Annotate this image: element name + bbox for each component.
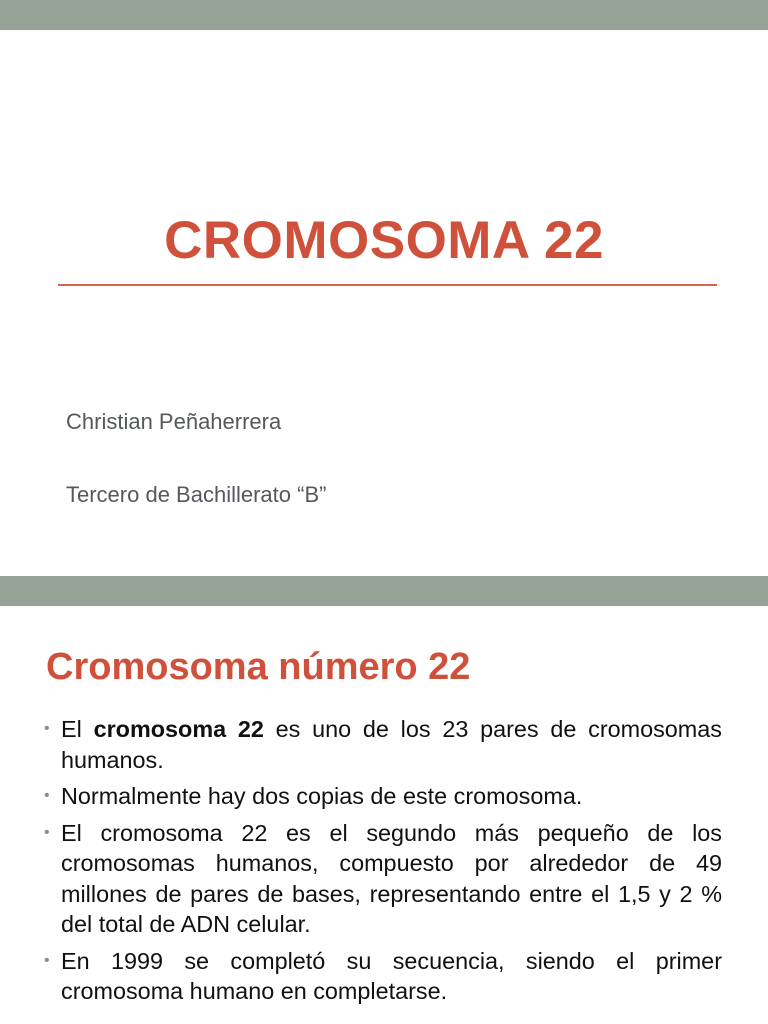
content-slide-title: Cromosoma número 22 [46,646,471,688]
bullet-icon: • [44,823,50,841]
bullet-icon: • [44,787,50,804]
bullet-text: En 1999 se completó su secuencia, siendo el primer cromosoma humano en completarse. [61,947,722,1004]
bullet-text: es uno de los 23 pares de cromosomas humanos. [61,716,722,773]
bullet-list [44,714,722,1013]
bullet-item [44,946,722,1007]
title-underline [58,284,717,286]
course-label: Tercero de Bachillerato “B” [66,482,327,507]
title-slide [0,30,768,576]
bullet-item [44,818,722,940]
bullet-icon: • [44,951,50,969]
content-slide [0,606,768,1024]
slide-divider-band [0,576,768,606]
bullet-text: El [61,716,94,742]
author-name: Christian Peñaherrera [66,409,282,434]
top-band [0,0,768,30]
bullet-text: El cromosoma 22 es el segundo más pequeño de los cromosomas humanos, compuesto por alrededor de 49 millones de pares de bases, representando entre el 1,5 y 2 % del total de ADN celular. [61,819,722,937]
bullet-text: Normalmente hay dos copias de este cromosoma. [61,783,583,809]
bullet-item [44,781,722,812]
bullet-icon: • [44,720,50,737]
bullet-bold-text: cromosoma 22 [93,716,264,742]
bullet-item [44,714,722,775]
slide-title: CROMOSOMA 22 [164,211,604,270]
